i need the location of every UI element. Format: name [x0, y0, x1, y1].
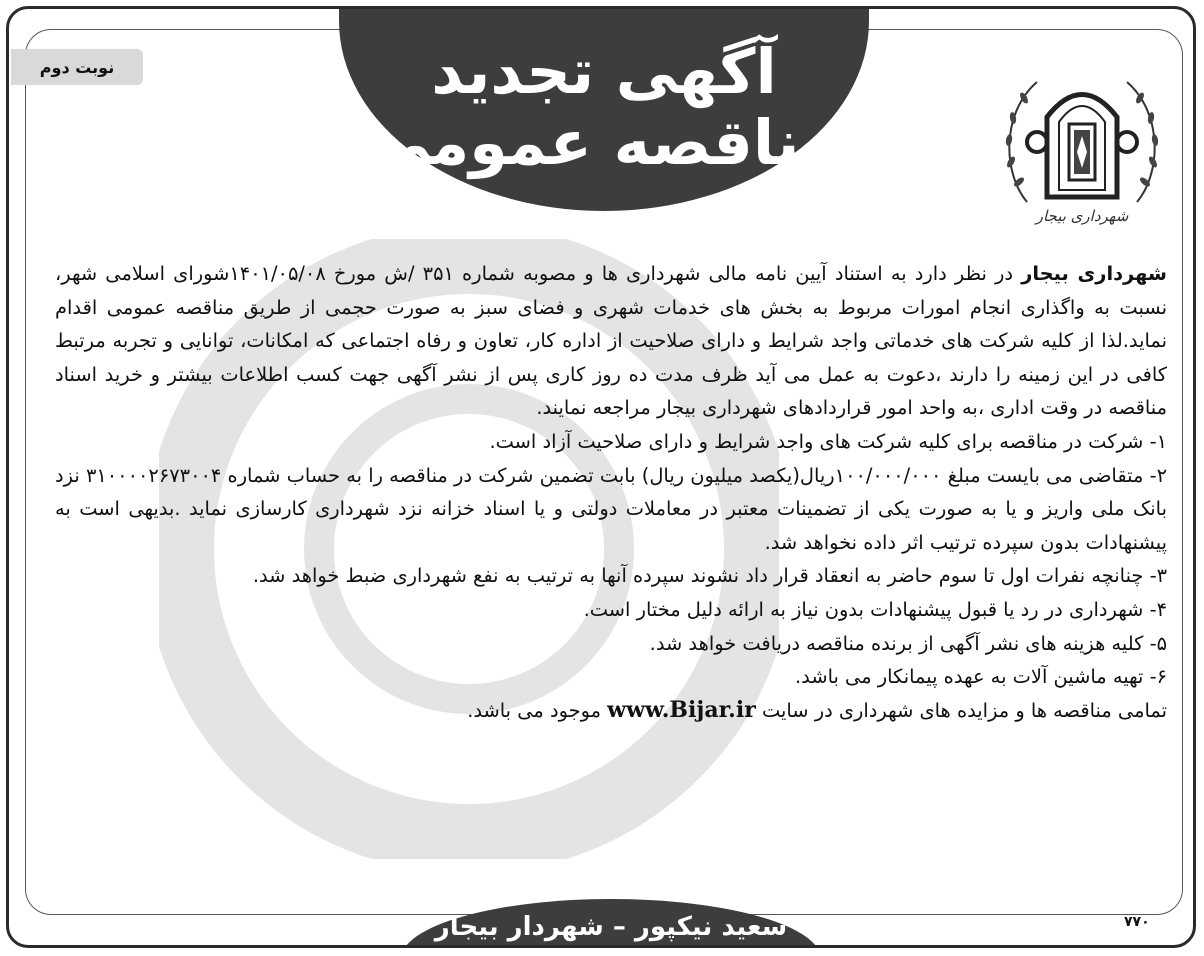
condition-item-1: ۱- شرکت در مناقصه برای کلیه شرکت های واجد شرایط و دارای صلاحیت آزاد است. — [489, 429, 1167, 453]
closing-line — [55, 694, 1167, 728]
condition-item-5: ۵- کلیه هزینه های نشر آگهی از برنده مناقصه دریافت خواهد شد. — [649, 631, 1167, 655]
municipality-logo-icon — [997, 51, 1167, 233]
condition-item-6: ۶- تهیه ماشین آلات به عهده پیمانکار می باشد. — [795, 665, 1167, 689]
condition-item-2: ۲- متقاضی می بایست مبلغ ۱۰۰/۰۰۰/۰۰۰ریال(یکصد میلیون ریال) بابت تضمین شرکت در مناقصه را به حساب شماره ۳۱۰۰۰۰۲۶۷۳۰۰۴ نزد بانک ملی واریز و یا به صورت یکی از تضمینات معتبر در معاملات دولتی و یا اسناد خزانه نزد شهرداری کارسازی نماید .بدیهی است به پیشنهادات بدون سپرده ترتیب اثر داده نخواهد شد. — [55, 463, 1167, 554]
title-line-1: آگهی تجدید — [431, 34, 777, 108]
title-line-2: مناقصه عمومی — [368, 106, 840, 179]
condition-item-4: ۴- شهرداری در رد یا قبول پیشنهادات بدون نیاز به ارائه دلیل مختار است. — [583, 597, 1167, 621]
ad-frame — [6, 6, 1196, 948]
org-name: شهرداری بیجار — [1021, 262, 1167, 285]
logo-caption: شهرداری بیجار — [1035, 207, 1129, 225]
condition-item-3: ۳- چنانچه نفرات اول تا سوم حاضر به انعقاد قرار داد نشوند سپرده آنها به ترتیب به نفع شهرداری ضبط خواهد شد. — [252, 564, 1167, 588]
signature: سعید نیکپور – شهردار بیجار — [434, 912, 788, 942]
intro-text: در نظر دارد به استناد آیین نامه مالی شهرداری ها و مصوبه شماره ۳۵۱ /ش مورخ ۱۴۰۱/۰۵/۰۸شورای اسلامی شهر، نسبت به واگذاری انجام امورات مربوط به بخش های خدمات شهری و فضای سبز به صورت حجمی از طریق مناقصه عمومی اقدام نماید.لذا از کلیه شرکت های خدماتی واجد شرایط و دارای صلاحیت از اداره کار، تعاون و رفاه اجتماعی که امکانات، توانایی و تجربه مرتبط کافی در این زمینه را دارند ،دعوت به عمل می آید ظرف مدت ده روز کاری پس از نشر آگهی جهت کسب اطلاعات بیشتر و خرید اسناد مناقصه در وقت اداری ،به واحد امور قراردادهای شهرداری بیجار مراجعه نمایند. — [55, 262, 1167, 420]
closing-after: موجود می باشد. — [467, 698, 608, 722]
closing-before: تمامی مناقصه ها و مزایده های شهرداری در سایت — [755, 698, 1167, 722]
intro-paragraph — [55, 257, 1167, 425]
ad-code: ۷۷۰ — [1124, 914, 1150, 930]
round-label: نوبت دوم — [11, 49, 143, 85]
announcement-body — [55, 257, 1167, 727]
website-link[interactable]: www.Bijar.ir — [607, 696, 756, 723]
